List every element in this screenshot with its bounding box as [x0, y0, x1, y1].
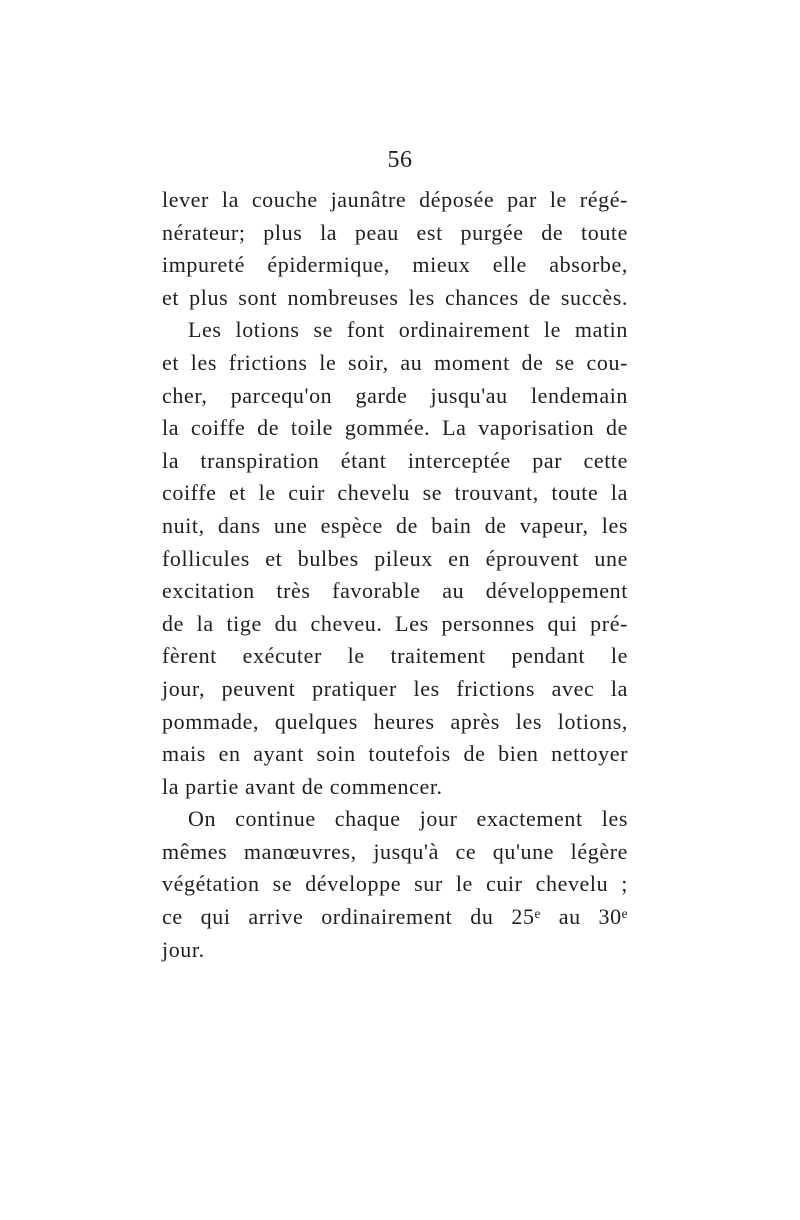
- text-line: lever la couche jaunâtre déposée par le régé-: [162, 187, 628, 212]
- text-line: Les lotions se font ordinairement le matin: [188, 317, 628, 343]
- text-line: mêmes manœuvres, jusqu'à ce qu'une légère: [162, 838, 628, 864]
- text-line: la coiffe de toile gommée. La vaporisation de: [162, 415, 628, 441]
- text-line: coiffe et le cuir chevelu se trouvant, toute la: [162, 480, 628, 506]
- text-line: la transpiration étant interceptée par cette: [162, 447, 628, 473]
- paragraph-3: [162, 803, 628, 966]
- text-line: nuit, dans une espèce de bain de vapeur, les: [162, 512, 628, 538]
- text-line: follicules et bulbes pileux en éprouvent une: [162, 545, 628, 571]
- text-line: nérateur; plus la peau est purgée de toute: [162, 219, 628, 245]
- text-line: On continue chaque jour exactement les: [188, 806, 628, 832]
- text-line: excitation très favorable au développement: [162, 578, 628, 604]
- text-line: jour.: [162, 936, 205, 962]
- paragraph-2: [162, 314, 628, 803]
- text-line: et les frictions le soir, au moment de se cou-: [162, 349, 628, 375]
- text-line: jour, peuvent pratiquer les frictions avec la: [162, 675, 628, 701]
- text-line: de la tige du cheveu. Les personnes qui pré-: [162, 610, 628, 636]
- text-line: impureté épidermique, mieux elle absorbe,: [162, 252, 628, 278]
- body-text: [162, 184, 628, 966]
- page-number: 56: [387, 147, 413, 173]
- text-line: mais en ayant soin toutefois de bien nettoyer: [162, 741, 628, 767]
- text-line: pommade, quelques heures après les lotions,: [162, 708, 628, 734]
- text-line: ce qui arrive ordinairement du 25ᵉ au 30ᵉ: [162, 904, 628, 930]
- paragraph-1: [162, 184, 628, 314]
- text-line: la partie avant de commencer.: [162, 773, 443, 799]
- text-line: et plus sont nombreuses les chances de succès.: [162, 284, 628, 310]
- text-line: végétation se développe sur le cuir chevelu ;: [162, 871, 628, 897]
- text-line: fèrent exécuter le traitement pendant le: [162, 643, 628, 669]
- text-line: cher, parcequ'on garde jusqu'au lendemain: [162, 382, 628, 408]
